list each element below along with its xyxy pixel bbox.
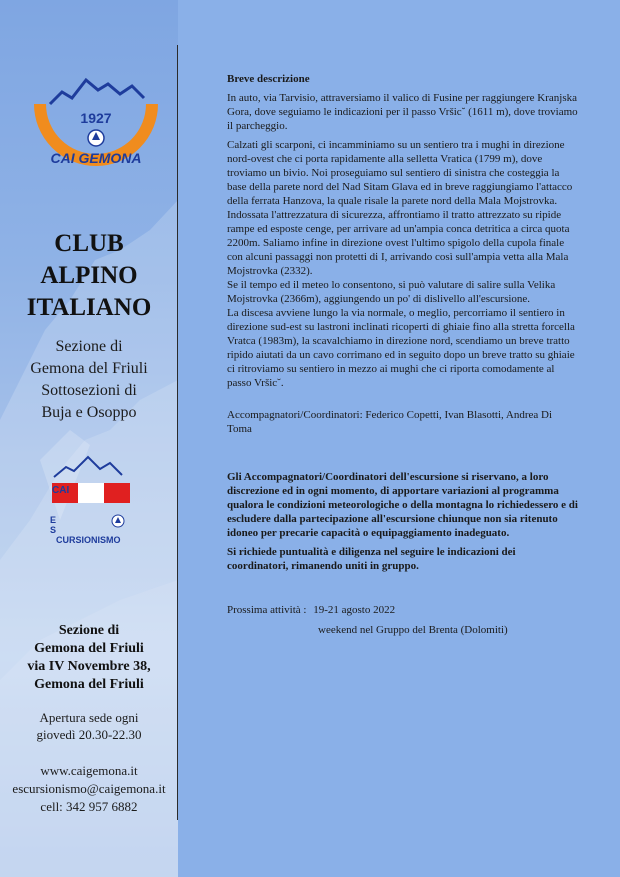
logo-year: 1927	[80, 110, 112, 126]
description-heading: Breve descrizione	[227, 73, 310, 85]
coordinators: Accompagnatori/Coordinatori: Federico Copetti, Ivan Blasotti, Andrea Di Toma	[227, 409, 553, 435]
section-line-3: Sottosezioni di	[41, 382, 137, 399]
escursionismo-cai: CAI	[52, 485, 70, 496]
club-line-1: CLUB	[54, 230, 124, 257]
notice-1: Gli Accompagnatori/Coordinatori dell'escursione si riservano, a loro discrezione ed in ogni momento, di apportare variazioni al programma qualora le condizioni meteorologiche o della montagna lo richiedessero e di escludere dalla partecipazione all'escursione chiunque non sia ritenuto idoneo per precarie capacità o equipaggiamento inadeguato.	[227, 471, 578, 539]
next-activity-date: 19-21 agosto 2022	[313, 604, 396, 616]
address-line-1: Sezione di	[58, 623, 120, 638]
address-line-4: Gemona del Friuli	[34, 677, 144, 692]
opening-line-2: giovedì 20.30-22.30	[36, 727, 142, 742]
logo-name: CAI GEMONA	[50, 150, 142, 166]
vertical-divider	[177, 45, 178, 820]
escursionismo-text: CURSIONISMO	[56, 535, 121, 545]
next-activity	[227, 603, 579, 637]
section-line-4: Buja e Osoppo	[41, 404, 137, 421]
notice-2: Si richiede puntualità e diligenza nel seguire le indicazioni dei coordinatori, rimanendo uniti in gruppo.	[227, 546, 516, 572]
email-link[interactable]: escursionismo@caigemona.it	[12, 781, 166, 796]
address-line-2: Gemona del Friuli	[34, 641, 144, 656]
next-activity-description: weekend nel Gruppo del Brenta (Dolomiti)	[318, 624, 508, 636]
notice-block	[227, 470, 579, 573]
opening-line-1: Apertura sede ogni	[39, 710, 139, 725]
paragraph-2: Calzati gli scarponi, ci incamminiamo su un sentiero tra i mughi in direzione nord-ovest che ci porta rapidamente alla selletta Vratica (1799 m), dove troviamo un bivio. Noi proseguiamo sul sentiero di sinistra che costeggia la base della parete nord del Nad Sitam Glava ed in breve raggiungiamo l'attacco della ferrata Hanzova, la quale risale la parete nord della Mala Mojstrovka. Indossata l'attrezzatura di sicurezza, affrontiamo il tratto attrezzato su ripide rampe ed esposte cenge, per arrivare ad un'ampia conca detritica a circa quota 2200m. Saliamo infine in direzione ovest l'ultimo spigolo della cupola finale con alcuni passaggi non protetti di I, arrivando così sull'ampia vetta alla Mala Mojstrovka (2332). Se il tempo ed il meteo lo consentono, si può valutare di salire sulla Velika Mojstrovka (2366m), aggiungendo un po' di dislivello all'escursione. La discesa avviene lungo la via normale, o meglio, percorriamo il sentiero in direzione sud-est su lastroni inclinati ricoperti di ghiaie fino alla stretta forcella Vratca (1983m), la scavalchiamo in direzione nord, scendiamo un breve tratto ripido aiutati da un cavo corrimano ed in seguito dopo un breve tratto su ghiaie ci ritroviamo su sentiero in mezzo ai mughi che ci riporta comodamente al passo Vršic˘.	[227, 139, 575, 389]
escursionismo-es: ES	[50, 515, 57, 535]
address-line-3: via IV Novembre 38,	[27, 659, 151, 674]
next-activity-label: Prossima attività :	[227, 604, 307, 616]
website-link[interactable]: www.caigemona.it	[40, 763, 138, 778]
main-content	[227, 72, 579, 637]
sidebar	[0, 0, 178, 877]
section-line-1: Sezione di	[55, 338, 123, 355]
paragraph-1: In auto, via Tarvisio, attraversiamo il valico di Fusine per raggiungere Kranjska Gora, dove seguiamo le indicazioni per il passo Vršic˘ (1611 m), dove troviamo il parcheggio.	[227, 92, 578, 132]
club-line-2: ALPINO	[40, 262, 138, 289]
cai-gemona-logo	[28, 60, 164, 175]
escursionismo-logo	[48, 455, 138, 550]
club-line-3: ITALIANO	[26, 294, 152, 321]
section-line-2: Gemona del Friuli	[30, 360, 148, 377]
phone-number: cell: 342 957 6882	[40, 799, 138, 814]
